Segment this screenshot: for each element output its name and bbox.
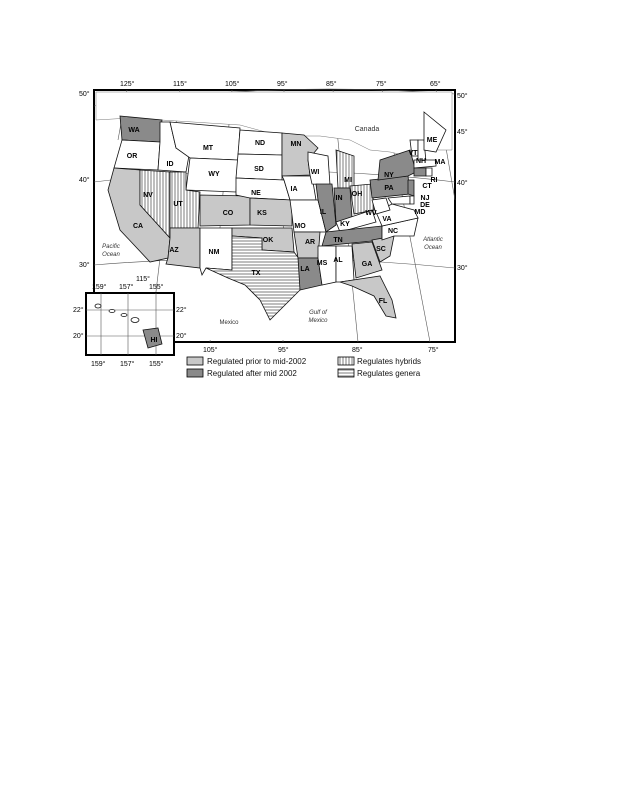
label-gulf-1: Gulf of xyxy=(309,310,327,316)
inset-lat-right-20: 20° xyxy=(176,333,187,340)
label-atlantic-1: Atlantic xyxy=(423,237,443,243)
legend-swatch-hybrids xyxy=(338,357,354,365)
lat-left-30: 30° xyxy=(79,262,90,269)
label-ID: ID xyxy=(166,161,174,168)
label-NV: NV xyxy=(143,192,153,199)
state-CT xyxy=(414,168,426,176)
lon-top-95: 95° xyxy=(277,81,288,88)
label-UT: UT xyxy=(173,201,183,208)
label-WV: WV xyxy=(365,210,377,217)
label-VT: VT xyxy=(408,150,418,157)
label-KS: KS xyxy=(257,210,267,217)
label-KY: KY xyxy=(340,221,350,228)
label-MO: MO xyxy=(294,223,306,230)
lon-top-85: 85° xyxy=(326,81,337,88)
label-NY: NY xyxy=(384,172,394,179)
label-GA: GA xyxy=(361,261,373,268)
state-IN xyxy=(334,188,352,222)
label-NH: NH xyxy=(415,158,427,165)
legend xyxy=(187,357,421,378)
label-OR: OR xyxy=(126,153,138,160)
lon-top-125: 125° xyxy=(120,81,135,88)
legend-swatch-after xyxy=(187,369,203,377)
island-oahu xyxy=(109,310,115,313)
lat-right-40: 40° xyxy=(457,180,468,187)
legend-label-after: Regulated after mid 2002 xyxy=(207,369,297,378)
inset-lon-top-159: 159° xyxy=(92,284,107,291)
lat-right-30: 30° xyxy=(457,265,468,272)
label-NE: NE xyxy=(251,190,261,197)
island-molokai xyxy=(121,314,127,317)
label-TX: TX xyxy=(251,270,261,277)
label-VA: VA xyxy=(382,216,392,223)
island-maui xyxy=(131,318,139,323)
lon-bottom-85: 85° xyxy=(352,347,363,354)
label-IA: IA xyxy=(290,186,298,193)
label-MT: MT xyxy=(202,145,214,152)
label-LA: LA xyxy=(300,266,310,273)
label-NC: NC xyxy=(387,228,399,235)
lat-left-40: 40° xyxy=(79,177,90,184)
label-atlantic-2: Ocean xyxy=(424,245,442,251)
state-NJ xyxy=(408,180,414,196)
lon-bottom-105: 105° xyxy=(203,347,218,354)
inset-caption: 115° xyxy=(136,276,150,283)
inset-lon-bottom-157: 157° xyxy=(120,361,135,368)
label-AZ: AZ xyxy=(169,247,179,254)
inset-lon-bottom-159: 159° xyxy=(91,361,106,368)
label-OK: OK xyxy=(262,237,274,244)
label-CO: CO xyxy=(222,210,234,217)
label-MN: MN xyxy=(290,141,302,148)
lon-top-115: 115° xyxy=(173,81,187,88)
legend-label-hybrids: Regulates hybrids xyxy=(357,357,422,366)
label-SC: SC xyxy=(376,246,386,253)
label-NJ: NJ xyxy=(420,195,430,202)
label-PA: PA xyxy=(384,185,394,192)
inset-lat-left-22: 22° xyxy=(73,307,84,314)
lat-left-50: 50° xyxy=(79,91,90,98)
label-MI: MI xyxy=(344,177,352,184)
label-canada: Canada xyxy=(354,126,380,133)
label-WY: WY xyxy=(208,171,220,178)
legend-label-prior: Regulated prior to mid-2002 xyxy=(207,357,307,366)
lon-top-75: 75° xyxy=(376,81,387,88)
label-MA: MA xyxy=(434,159,446,166)
inset-lat-left-20: 20° xyxy=(73,333,84,340)
island-kauai xyxy=(95,304,101,308)
inset-lon-top-155: 155° xyxy=(149,284,164,291)
label-DE: DE xyxy=(420,202,430,209)
label-WA: WA xyxy=(128,127,140,134)
state-WA xyxy=(120,116,162,142)
lat-right-50: 50° xyxy=(457,93,468,100)
label-pacific-2: Ocean xyxy=(102,252,120,258)
label-NM: NM xyxy=(208,249,220,256)
label-AR: AR xyxy=(304,239,316,246)
state-DE xyxy=(410,196,414,204)
label-RI: RI xyxy=(430,177,438,184)
lon-top-65: 65° xyxy=(430,81,441,88)
label-CT: CT xyxy=(422,183,432,190)
label-gulf-2: Mexico xyxy=(308,318,328,324)
lon-bottom-95: 95° xyxy=(278,347,289,354)
state-RI xyxy=(426,168,432,176)
label-FL: FL xyxy=(378,298,388,305)
label-ME: ME xyxy=(426,137,438,144)
label-ND: ND xyxy=(254,140,266,147)
label-WI: WI xyxy=(310,169,320,176)
label-MD: MD xyxy=(414,209,426,216)
inset-lon-top-157: 157° xyxy=(119,284,134,291)
label-mexico: Mexico xyxy=(219,320,239,326)
legend-label-genera: Regulates genera xyxy=(357,369,421,378)
label-MS: MS xyxy=(316,260,328,267)
lon-top-105: 105° xyxy=(225,81,240,88)
lon-bottom-75: 75° xyxy=(428,347,439,354)
label-SD: SD xyxy=(254,166,264,173)
inset-lon-bottom-155: 155° xyxy=(149,361,164,368)
label-CA: CA xyxy=(132,223,144,230)
lat-right-45: 45° xyxy=(457,129,468,136)
label-IN: IN xyxy=(335,195,343,202)
legend-swatch-prior xyxy=(187,357,203,365)
inset-lat-right-22: 22° xyxy=(176,307,187,314)
state-NE xyxy=(236,178,290,200)
label-OH: OH xyxy=(351,191,363,198)
label-TN: TN xyxy=(333,237,343,244)
label-AL: AL xyxy=(333,257,343,264)
legend-swatch-genera xyxy=(338,369,354,377)
label-pacific-1: Pacific xyxy=(102,244,120,250)
label-IL: IL xyxy=(319,209,327,216)
label-HI: HI xyxy=(150,337,158,344)
state-AL xyxy=(336,246,354,282)
